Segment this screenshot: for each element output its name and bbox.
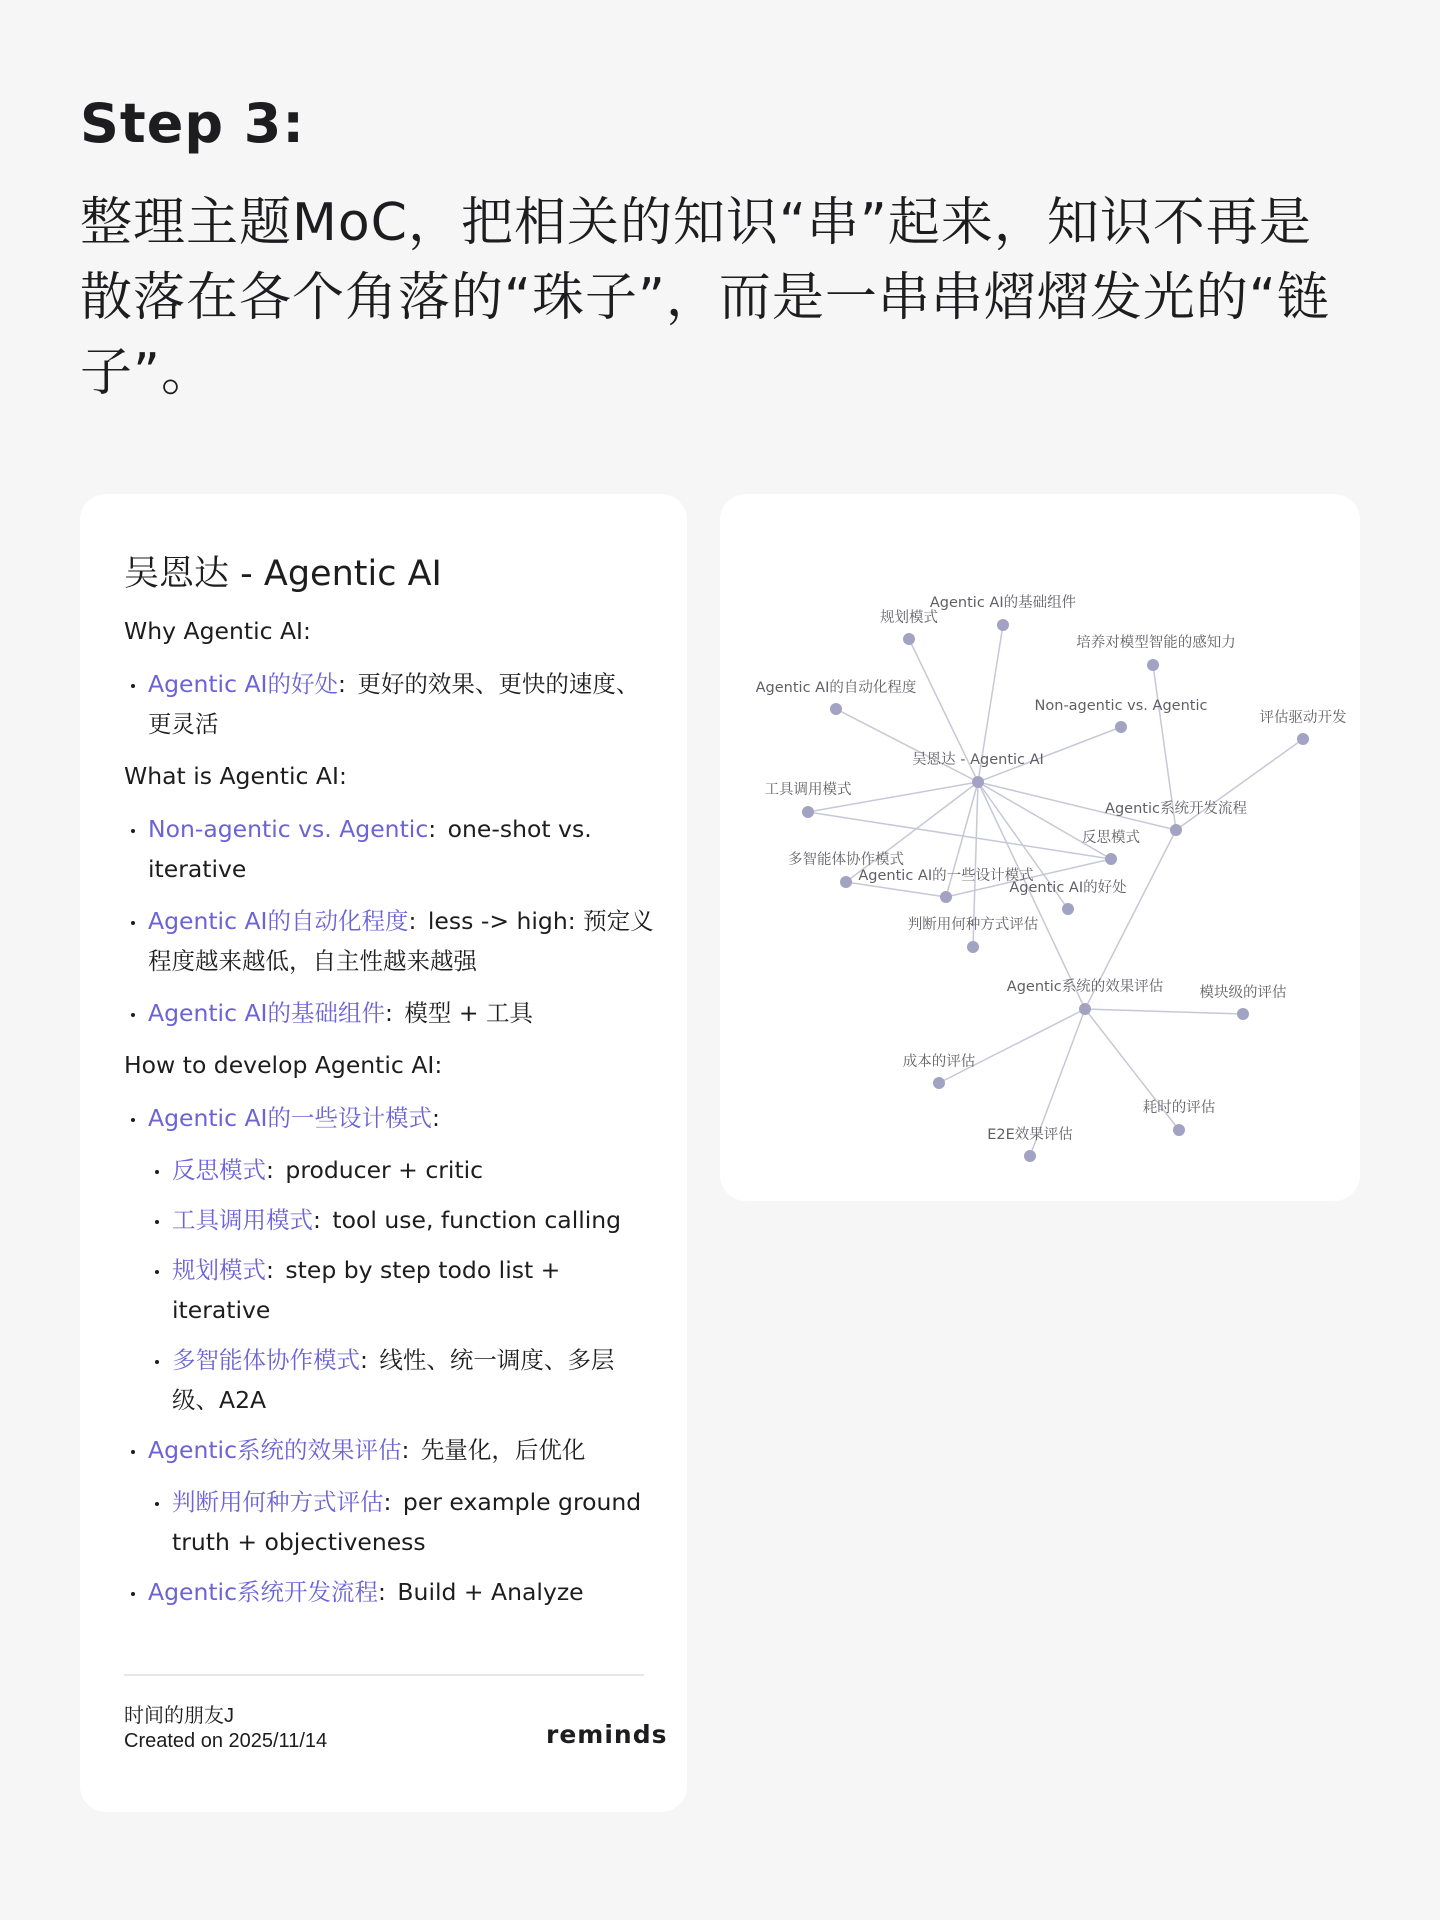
graph-node-label: 工具调用模式	[764, 782, 852, 798]
item-text: producer + critic	[285, 1156, 484, 1184]
item-text: less -> high: 预定义程度越来越低，自主性越来越强	[148, 907, 654, 975]
list-item	[148, 1482, 654, 1562]
footer-author-block	[124, 1704, 327, 1754]
graph-node-dot[interactable]	[997, 619, 1009, 631]
graph-node-e2e[interactable]	[987, 1126, 1073, 1162]
list-item	[124, 1430, 654, 1470]
list-how	[124, 1098, 654, 1612]
separator: :	[428, 815, 437, 843]
graph-node-design[interactable]	[858, 867, 1033, 903]
separator: :	[266, 1156, 274, 1184]
link-design-patterns[interactable]: Agentic AI的一些设计模式	[148, 1104, 432, 1132]
graph-node-label: 反思模式	[1082, 830, 1140, 846]
item-text: 线性、统一调度、多层级、A2A	[172, 1346, 615, 1414]
graph-node-dot[interactable]	[840, 876, 852, 888]
graph-node-dot[interactable]	[802, 806, 814, 818]
graph-node-time[interactable]	[1143, 1098, 1216, 1136]
graph-node-dot[interactable]	[1115, 721, 1127, 733]
link-tool-use[interactable]: 工具调用模式	[172, 1206, 313, 1234]
separator: :	[313, 1206, 321, 1234]
graph-node-benefit[interactable]	[1009, 879, 1127, 915]
list-item	[124, 809, 654, 889]
graph-node-label: 模块级的评估	[1199, 985, 1287, 1001]
graph-node-label: 耗时的评估	[1142, 1100, 1216, 1116]
graph-node-label: Non-agentic vs. Agentic	[1034, 698, 1208, 714]
link-base-components[interactable]: Agentic AI的基础组件	[148, 999, 385, 1027]
item-text: tool use, function calling	[332, 1206, 622, 1234]
note-card	[80, 494, 687, 1812]
graph-node-dot[interactable]	[903, 633, 915, 645]
item-text: 更好的效果、更快的速度、更灵活	[148, 670, 640, 738]
item-text: 先量化，后优化	[420, 1436, 586, 1464]
separator: :	[338, 670, 346, 698]
graph-node-dot[interactable]	[1237, 1008, 1249, 1020]
list-item	[148, 1200, 654, 1240]
link-planning[interactable]: 规划模式	[172, 1256, 266, 1284]
brand-logo: reminds	[546, 1720, 668, 1749]
graph-node-dot[interactable]	[1079, 1003, 1091, 1015]
graph-node-dot[interactable]	[1173, 1124, 1185, 1136]
separator: :	[360, 1346, 368, 1374]
graph-node-evaldev[interactable]	[1260, 709, 1347, 745]
graph-node-label: 规划模式	[880, 610, 938, 626]
item-text: per example ground truth + objectiveness	[172, 1488, 642, 1556]
graph-node-dot[interactable]	[1024, 1150, 1036, 1162]
graph-node-dot[interactable]	[1105, 853, 1117, 865]
list-item	[148, 1250, 654, 1330]
graph-node-effect[interactable]	[1007, 978, 1163, 1015]
graph-node-label: Agentic系统开发流程	[1105, 801, 1247, 817]
link-reflection[interactable]: 反思模式	[172, 1156, 266, 1184]
graph-node-label: 多智能体协作模式	[788, 852, 904, 868]
graph-edge	[1085, 1009, 1243, 1014]
item-text: 模型 + 工具	[404, 999, 534, 1027]
graph-node-module[interactable]	[1200, 984, 1287, 1020]
section-heading-what: What is Agentic AI:	[124, 762, 347, 790]
separator: :	[378, 1578, 386, 1606]
graph-node-dot[interactable]	[940, 891, 952, 903]
list-item	[148, 1150, 654, 1190]
link-benefit[interactable]: Agentic AI的好处	[148, 670, 338, 698]
graph-node-dot[interactable]	[1147, 659, 1159, 671]
separator: :	[266, 1256, 274, 1284]
graph-node-label: Agentic AI的好处	[1009, 880, 1127, 896]
author-name: 时间的朋友J	[124, 1705, 234, 1727]
graph-node-dot[interactable]	[1297, 733, 1309, 745]
graph-node-dot[interactable]	[1062, 903, 1074, 915]
graph-node-dot[interactable]	[933, 1077, 945, 1089]
link-multi-agent[interactable]: 多智能体协作模式	[172, 1346, 360, 1374]
item-text: one-shot vs. iterative	[148, 815, 592, 883]
graph-node-center[interactable]	[912, 751, 1044, 788]
knowledge-graph	[720, 494, 1360, 1201]
list-item	[124, 1572, 654, 1612]
graph-node-label: Agentic AI的自动化程度	[755, 680, 917, 696]
graph-node-perception[interactable]	[1076, 633, 1236, 671]
section-heading-how: How to develop Agentic AI:	[124, 1051, 443, 1079]
graph-node-label: 判断用何种方式评估	[907, 917, 1039, 933]
link-automation[interactable]: Agentic AI的自动化程度	[148, 907, 409, 935]
graph-edge	[846, 882, 946, 897]
list-item	[124, 993, 654, 1033]
graph-node-auto[interactable]	[756, 678, 917, 715]
intro-text: 整理主题MoC，把相关的知识“串”起来，知识不再是散落在各个角落的“珠子”，而是一串串熠熠发光的“链子”。	[80, 193, 1330, 403]
graph-card	[720, 494, 1360, 1201]
item-text: Build + Analyze	[397, 1578, 584, 1606]
graph-edge	[978, 782, 1111, 859]
created-date: Created on 2025/11/14	[124, 1730, 328, 1752]
graph-edge	[836, 709, 978, 782]
separator: :	[432, 1104, 440, 1132]
graph-node-label: 评估驱动开发	[1259, 710, 1347, 726]
graph-edge	[939, 1009, 1085, 1083]
graph-node-label: 成本的评估	[902, 1054, 976, 1070]
graph-node-label: Agentic系统的效果评估	[1006, 979, 1164, 995]
list-item	[148, 1340, 654, 1420]
separator: :	[408, 907, 417, 935]
graph-node-label: E2E效果评估	[987, 1127, 1073, 1143]
graph-node-dot[interactable]	[1170, 824, 1182, 836]
graph-node-label: 吴恩达 - Agentic AI	[912, 752, 1044, 768]
section-heading-why: Why Agentic AI:	[124, 617, 311, 645]
graph-node-dot[interactable]	[967, 941, 979, 953]
list-what	[124, 809, 654, 1033]
graph-node-dot[interactable]	[830, 703, 842, 715]
list-item	[124, 664, 654, 744]
graph-node-label: Agentic AI的基础组件	[929, 595, 1077, 611]
graph-node-nonagentic[interactable]	[1035, 698, 1208, 733]
graph-node-label: 培养对模型智能的感知力	[1076, 635, 1236, 651]
graph-node-label: Agentic AI的一些设计模式	[858, 868, 1034, 884]
list-why	[124, 664, 654, 744]
graph-node-tool[interactable]	[765, 781, 852, 818]
note-title: 吴恩达 - Agentic AI	[124, 554, 442, 594]
separator: :	[383, 1488, 392, 1516]
footer-divider	[124, 1674, 644, 1676]
graph-node-dot[interactable]	[972, 776, 984, 788]
separator: :	[401, 1436, 410, 1464]
link-judge-method[interactable]: 判断用何种方式评估	[172, 1488, 384, 1516]
list-item	[124, 901, 654, 981]
link-evaluation[interactable]: Agentic系统的效果评估	[148, 1436, 402, 1464]
graph-node-base[interactable]	[930, 593, 1077, 631]
link-dev-process[interactable]: Agentic系统开发流程	[148, 1578, 379, 1606]
note-body	[124, 611, 654, 1624]
graph-node-plan[interactable]	[880, 609, 938, 645]
list-item	[124, 1098, 654, 1138]
graph-node-cost[interactable]	[903, 1053, 976, 1089]
step-label: Step 3:	[80, 92, 305, 155]
item-text: step by step todo list + iterative	[172, 1256, 561, 1324]
separator: :	[385, 999, 393, 1027]
link-nonagentic[interactable]: Non-agentic vs. Agentic	[148, 815, 429, 843]
